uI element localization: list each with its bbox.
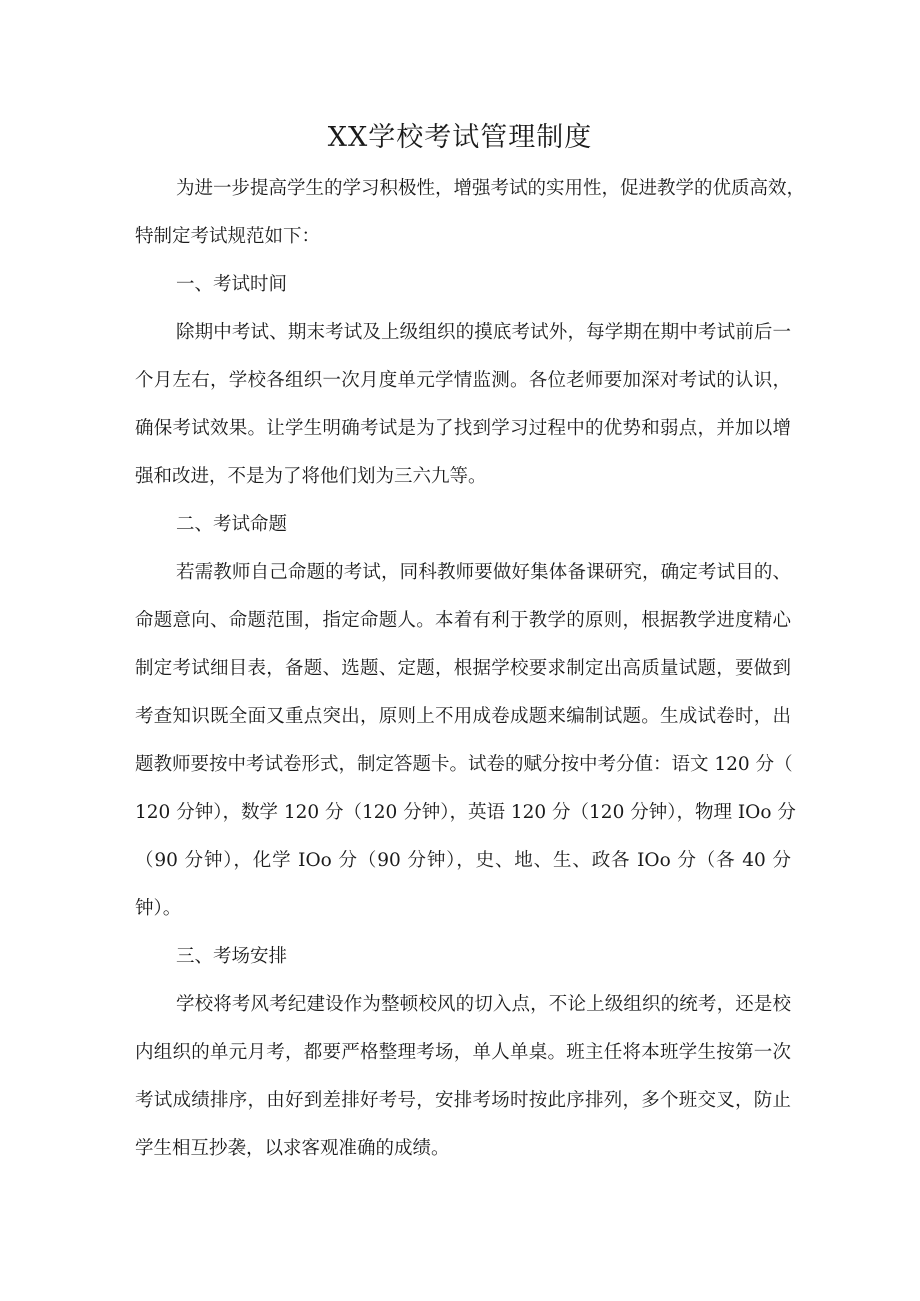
paragraph-line: 120 分钟），数学 120 分（120 分钟），英语 120 分（120 分钟），物理 IOo 分 [135,802,796,823]
paragraph-line: 考试成绩排序，由好到差排好考号，安排考场时按此序排列，多个班交叉，防止 [135,1090,791,1111]
paragraph-line: 命题意向、命题范围，指定命题人。本着有利于教学的原则，根据教学进度精心 [135,610,791,631]
section-heading: 二、考试命题 [176,514,288,535]
section-heading: 一、考试时间 [176,274,288,295]
paragraph-line: 个月左右，学校各组织一次月度单元学情监测。各位老师要加深对考试的认识， [135,370,791,391]
paragraph-line: 考查知识既全面又重点突出，原则上不用成卷成题来编制试题。生成试卷时，出 [135,706,791,727]
document-title: XX学校考试管理制度 [327,122,593,153]
paragraph-line: 制定考试细目表，备题、选题、定题，根据学校要求制定出高质量试题，要做到 [135,658,791,679]
paragraph-line: 题教师要按中考试卷形式，制定答题卡。试卷的赋分按中考分值：语文 120 分（ [135,754,793,775]
paragraph-line: 学生相互抄袭，以求客观准确的成绩。 [135,1138,450,1159]
intro-line: 为进一步提高学生的学习积极性，增强考试的实用性，促进教学的优质高效， [176,178,806,199]
paragraph-line: 强和改进，不是为了将他们划为三六九等。 [135,466,487,487]
section-heading: 三、考场安排 [176,946,288,967]
paragraph-line: 若需教师自己命题的考试，同科教师要做好集体备课研究，确定考试目的、 [176,562,791,583]
paragraph-line: 内组织的单元月考，都要严格整理考场，单人单桌。班主任将本班学生按第一次 [135,1042,791,1063]
intro-line: 特制定考试规范如下： [135,226,321,247]
paragraph-line: 确保考试效果。让学生明确考试是为了找到学习过程中的优势和弱点，并加以增 [135,418,791,439]
paragraph-line: 除期中考试、期末考试及上级组织的摸底考试外，每学期在期中考试前后一 [176,322,791,343]
paragraph-line: 学校将考风考纪建设作为整顿校风的切入点，不论上级组织的统考，还是校 [176,994,791,1015]
paragraph-line: 钟）。 [135,898,182,919]
paragraph-line: （90 分钟），化学 IOo 分（90 分钟），史、地、生、政各 IOo 分（各 40 分 [135,850,791,871]
